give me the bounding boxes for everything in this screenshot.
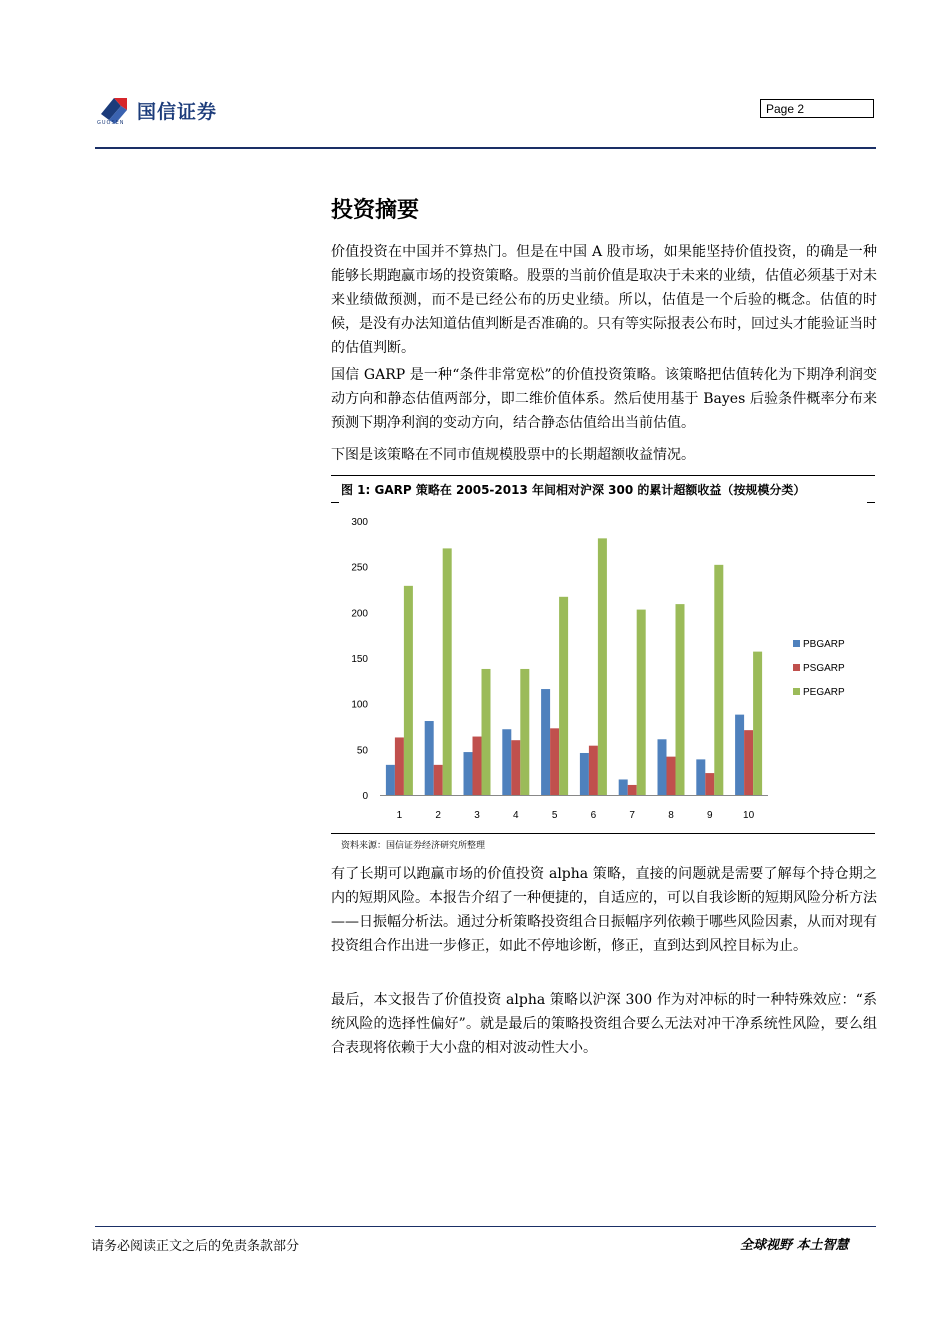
- bar-pbgarp-9: [696, 759, 705, 795]
- bar-psgarp-9: [705, 773, 714, 795]
- section-title: 投资摘要: [331, 198, 420, 223]
- bar-pegarp-6: [598, 538, 607, 795]
- legend-swatch-pbgarp: [793, 640, 800, 647]
- bar-psgarp-8: [667, 757, 676, 795]
- y-tick-label: 150: [351, 654, 368, 665]
- bar-pbgarp-1: [386, 765, 395, 795]
- bar-pegarp-1: [404, 586, 413, 795]
- bar-pegarp-3: [482, 669, 491, 795]
- logo-text-en: GUOSEN: [97, 120, 125, 126]
- paragraph-3: 下图是该策略在不同市值规模股票中的长期超额收益情况。: [331, 447, 695, 463]
- bar-psgarp-4: [511, 740, 520, 795]
- bar-pegarp-10: [753, 652, 762, 795]
- bar-psgarp-1: [395, 737, 404, 795]
- y-tick-label: 300: [351, 517, 368, 528]
- bar-psgarp-2: [434, 765, 443, 795]
- paragraph-4: 有了长期可以跑赢市场的价值投资 alpha 策略，直接的问题就是需要了解每个持仓期之内的短期风险。本报告介绍了一种便捷的，自适应的，可以自我诊断的短期风险分析方法——日振幅分析法。通过分析策略投资组合日振幅序列依赖于哪些风险因素，从而对现有投资组合作出进一步修正，如此不停地诊断，修正，直到达到风控目标为止。: [331, 866, 877, 954]
- paragraph-1: 价值投资在中国并不算热门。但是在中国 A 股市场，如果能坚持价值投资，的确是一种能够长期跑赢市场的投资策略。股票的当前价值是取决于未来的业绩，估值必须基于对未来业绩做预测，而不是已经公布的历史业绩。所以，估值是一个后验的概念。估值的时候，是没有办法知道估值判断是否准确的。只有等实际报表公布时，回过头才能验证当时的估值判断。: [331, 244, 877, 356]
- legend-swatch-psgarp: [793, 664, 800, 671]
- x-tick-label: 8: [668, 810, 674, 821]
- legend-label-psgarp: PSGARP: [803, 663, 845, 674]
- logo-text-cn: 国信证券: [137, 101, 218, 123]
- bar-psgarp-10: [744, 730, 753, 795]
- bar-pbgarp-6: [580, 753, 589, 795]
- y-tick-label: 0: [362, 791, 368, 802]
- figure-title: 图 1: GARP 策略在 2005-2013 年间相对沪深 300 的累计超额收益（按规模分类）: [341, 483, 806, 497]
- bar-psgarp-5: [550, 728, 559, 795]
- y-tick-label: 100: [351, 699, 368, 711]
- x-tick-label: 6: [590, 810, 597, 821]
- y-tick-label: 50: [356, 745, 368, 757]
- footer-disclaimer: 请务必阅读正文之后的免责条款部分: [91, 1239, 300, 1254]
- legend-label-pbgarp: PBGARP: [803, 639, 845, 650]
- bar-pegarp-4: [520, 669, 529, 795]
- bar-psgarp-3: [473, 737, 482, 795]
- x-tick-label: 9: [707, 810, 713, 821]
- legend-swatch-pegarp: [793, 688, 800, 695]
- bar-pbgarp-3: [464, 752, 473, 795]
- x-tick-label: 7: [629, 810, 635, 821]
- header-divider: [95, 147, 876, 149]
- company-logo: [97, 94, 237, 130]
- x-tick-label: 5: [551, 810, 558, 821]
- y-tick-label: 200: [351, 608, 368, 620]
- bar-pbgarp-7: [619, 779, 628, 795]
- bar-pbgarp-8: [658, 739, 667, 795]
- footer-slogan: 全球视野 本土智慧: [740, 1238, 849, 1253]
- bar-pegarp-2: [443, 548, 452, 795]
- page-number: Page 2: [760, 99, 874, 118]
- figure-title-tick-left: [331, 502, 339, 503]
- x-tick-label: 4: [513, 810, 519, 821]
- bar-psgarp-6: [589, 746, 598, 795]
- bar-pegarp-9: [714, 565, 723, 795]
- legend-label-pegarp: PEGARP: [803, 687, 845, 698]
- bar-pegarp-7: [637, 610, 646, 795]
- bar-pbgarp-10: [735, 715, 744, 795]
- footer-divider: [95, 1226, 876, 1227]
- bar-chart: [331, 505, 875, 831]
- bar-pbgarp-5: [541, 689, 550, 795]
- x-tick-label: 3: [474, 810, 480, 821]
- bar-pegarp-5: [559, 597, 568, 795]
- x-tick-label: 1: [396, 810, 403, 821]
- figure-title-tick-right: [867, 502, 875, 503]
- y-tick-label: 250: [351, 562, 368, 574]
- figure-top-rule: [331, 475, 875, 476]
- paragraph-5: 最后，本文报告了价值投资 alpha 策略以沪深 300 作为对冲标的时一种特殊效应：“系统风险的选择性偏好”。就是最后的策略投资组合要么无法对冲干净系统性风险，要么组合表现将依赖于大小盘的相对波动性大小。: [331, 992, 877, 1056]
- figure-bottom-rule: [331, 833, 875, 834]
- bar-psgarp-7: [628, 785, 637, 795]
- paragraph-2: 国信 GARP 是一种“条件非常宽松”的价值投资策略。该策略把估值转化为下期净利润变动方向和静态估值两部分，即二维价值体系。然后使用基于 Bayes 后验条件概率分布来预测下期净利润的变动方向，结合静态估值给出当前估值。: [331, 367, 877, 431]
- bar-pbgarp-4: [502, 729, 511, 795]
- bar-pbgarp-2: [425, 721, 434, 795]
- bar-pegarp-8: [676, 604, 685, 795]
- x-tick-label: 2: [435, 810, 441, 821]
- x-tick-label: 10: [743, 810, 755, 821]
- figure-source: 资料来源：国信证券经济研究所整理: [341, 841, 486, 851]
